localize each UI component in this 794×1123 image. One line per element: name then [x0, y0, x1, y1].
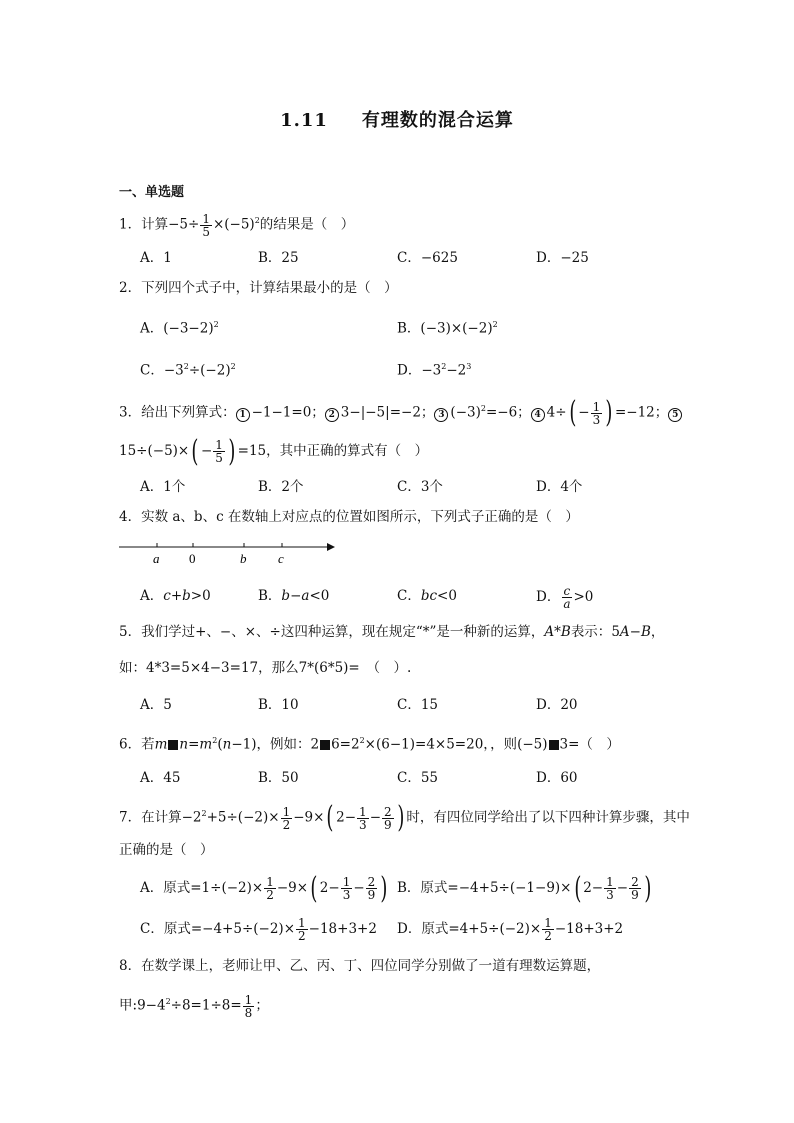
q7-option-c: C．原式=−4+5÷(−2)× $\frac{1}{2}$ −18+3+2	[140, 916, 377, 943]
page-title	[0, 106, 794, 132]
label-zero: 0	[189, 551, 196, 566]
question-3-line-2: 15÷(−5)×( − $\frac{1}{5}$ ) =15，其中正确的算式有（ ）	[119, 433, 429, 469]
q3-option-a: A．1个	[140, 479, 186, 495]
label-b: b	[240, 551, 247, 566]
q6-option-a: A．45	[140, 770, 181, 786]
label-a: a	[153, 551, 160, 566]
label-c: c	[278, 551, 284, 566]
q5-option-b: B．10	[258, 697, 299, 713]
q5-option-a: A．5	[140, 697, 172, 713]
q7-option-a: A．原式=1÷(−2)× $\frac{1}{2}$ −9×( 2− $\frac{1}{3}$ − $\frac{2}{9}$ )	[140, 870, 388, 906]
q2-option-c: C．$-3^2\div(-2)^2$	[140, 362, 236, 379]
q6-option-b: B．50	[258, 770, 299, 786]
number-line-diagram	[119, 536, 339, 570]
question-4: 4．实数 a、b、c 在数轴上对应点的位置如图所示，下列式子正确的是（ ）	[119, 509, 579, 525]
q1-option-b: B．25	[258, 250, 299, 266]
q1-suffix: 的结果是（ ）	[259, 216, 355, 233]
q4-option-d: D． $\frac{c}{a}$ >0	[536, 584, 594, 611]
q1-option-d: D．−25	[536, 250, 589, 266]
question-3-line-1: 3．给出下列算式： 1 −1−1=0； 2 3−|−5|=−2； 3 $(-3)^2=-6$； 4 4÷( − $\frac{1}{3}$ ) =−12； 5	[119, 398, 684, 426]
question-1: 1．计算−5÷ $\frac{1}{5}$ $\times(-5)^2$的结果是（ ）	[119, 211, 355, 239]
q2-option-b: B．$(-3)\times(-2)^2$	[397, 320, 498, 337]
q4-option-c: C．bc<0	[397, 588, 457, 604]
q6-option-d: D．60	[536, 770, 578, 786]
q2-option-d: D．$-3^2-2^3$	[397, 362, 472, 379]
title-text: 有理数的混合运算	[361, 110, 514, 131]
section-heading: 一、单选题	[119, 185, 185, 200]
q1-option-c: C．−625	[397, 250, 458, 266]
q1-option-a: A．1	[140, 250, 172, 266]
question-8-line-1: 8．在数学课上，老师让甲、乙、丙、丁、四位同学分别做了一道有理数运算题，	[119, 958, 601, 974]
q6-option-c: C．55	[397, 770, 439, 786]
question-2: 2．下列四个式子中，计算结果最小的是（ ）	[119, 280, 398, 296]
q5-option-c: C．15	[397, 697, 439, 713]
title-number: 1.11	[280, 110, 328, 131]
q3-option-c: C．3个	[397, 479, 443, 495]
q4-option-a: A．c+b>0	[140, 588, 211, 604]
q3-option-d: D．4个	[536, 479, 583, 495]
q4-option-b: B．b−a<0	[258, 588, 330, 604]
q1-prefix: 1．计算	[119, 216, 169, 233]
q3-option-b: B．2个	[258, 479, 304, 495]
q5-option-d: D．20	[536, 697, 578, 713]
question-5-line-1: 5．我们学过+、−、×、÷这四种运算，现在规定“*”是一种新的运算，A*B表示：5A−B，	[119, 624, 665, 640]
question-8-line-2: 甲$:9-4^2\div 8=1\div 8=$ $\frac{1}{8}$ ；	[119, 992, 269, 1020]
q2-option-a: A．$(-3-2)^2$	[140, 320, 219, 337]
question-6: 6．若m $n=m^2(n-1)$，例如：2 $6=2^2\times(6-1)=4\times 5=20$，，则(−5) 3=（ ）	[119, 736, 620, 753]
q7-option-d: D．原式=4+5÷(−2)× $\frac{1}{2}$ −18+3+2	[397, 916, 624, 943]
question-7-line-1: 7．在计算$-2^2+5\div(-2)\times$ $\frac{1}{2}$ −9×( 2− $\frac{1}{3}$ − $\frac{2}{9}$ ) 时，有四位同学给出了以下四种计算步骤，其中	[119, 800, 690, 835]
question-5-line-2: 如：4*3=5×4−3=17，那么7*(6*5)= （ ）.	[119, 660, 412, 676]
question-7-line-2: 正确的是（ ）	[119, 842, 214, 858]
q7-option-b: B．原式=−4+5÷(−1−9)×( 2− $\frac{1}{3}$ − $\frac{2}{9}$ )	[397, 870, 652, 906]
